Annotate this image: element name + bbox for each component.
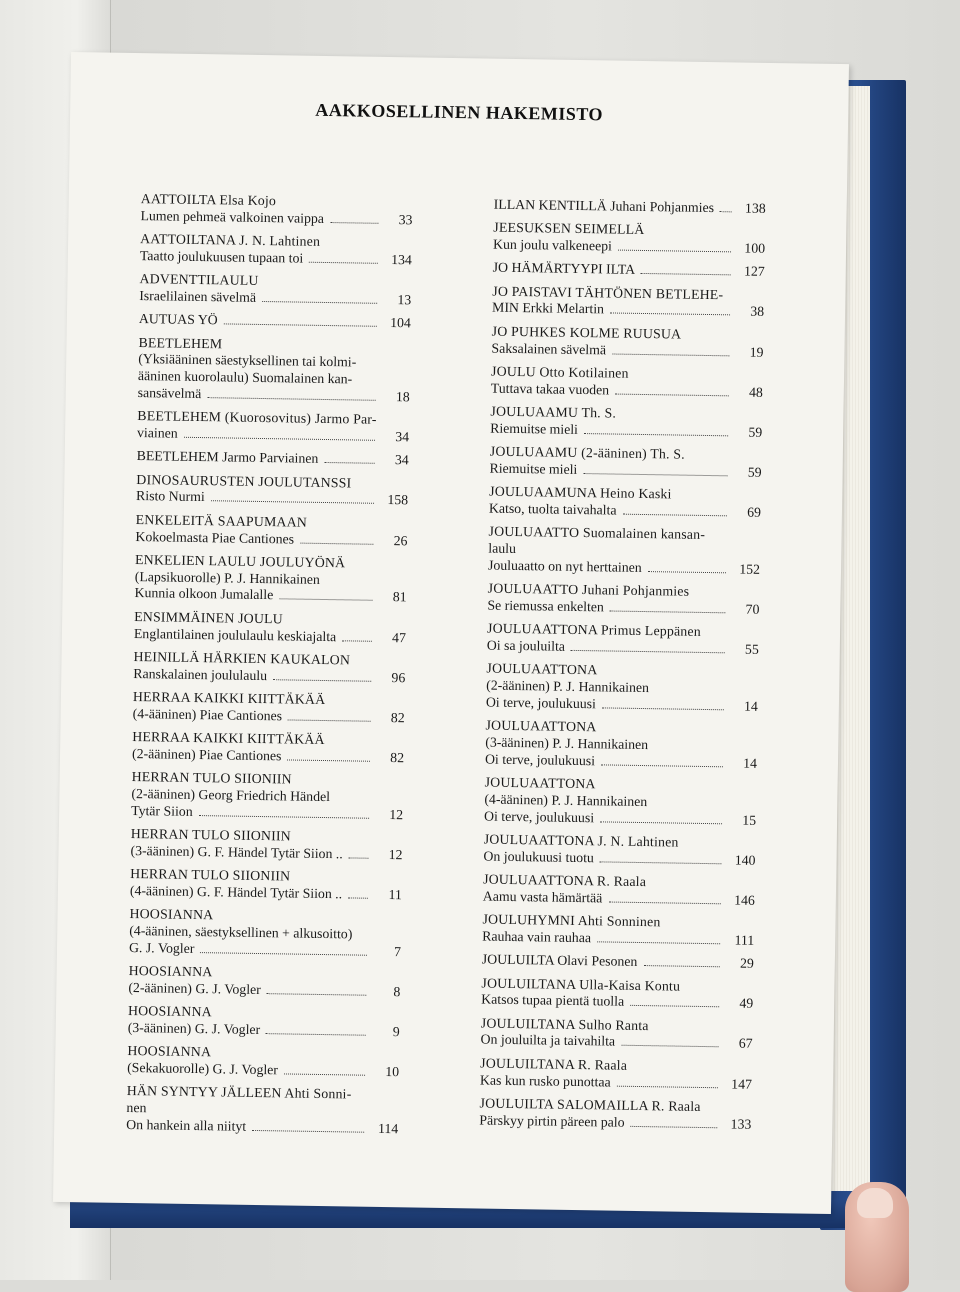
dot-leader bbox=[330, 222, 378, 224]
index-entry bbox=[491, 363, 763, 401]
entry-text: Oi terve, joulukuusi bbox=[484, 751, 596, 769]
index-entry bbox=[486, 661, 759, 716]
index-entry bbox=[137, 408, 409, 446]
dot-leader bbox=[720, 211, 732, 212]
dot-leader bbox=[601, 764, 723, 767]
entry-text: Saksalainen sävelmä bbox=[491, 340, 607, 357]
entry-line bbox=[134, 626, 406, 647]
dot-leader bbox=[615, 393, 729, 396]
index-entry bbox=[138, 335, 411, 406]
page-number: 59 bbox=[748, 424, 763, 440]
page-number: 18 bbox=[395, 389, 410, 405]
index-entry bbox=[487, 581, 759, 619]
entry-text: ILLAN KENTILLÄ Juhani Pohjanmies bbox=[493, 196, 715, 216]
index-entry bbox=[134, 609, 406, 647]
entry-line bbox=[491, 380, 763, 401]
index-entry bbox=[484, 775, 757, 830]
dot-leader bbox=[211, 501, 374, 505]
entry-line bbox=[128, 1020, 400, 1041]
page-number: 67 bbox=[738, 1036, 753, 1052]
entry-text: (4-ääninen) Piae Cantiones bbox=[132, 705, 283, 724]
dot-leader bbox=[324, 462, 374, 464]
page-number: 82 bbox=[390, 709, 405, 726]
page-number: 152 bbox=[739, 561, 761, 577]
dot-leader bbox=[648, 571, 726, 573]
dot-leader bbox=[610, 313, 730, 316]
dot-leader bbox=[610, 610, 726, 613]
entry-text: (2-ääninen) G. J. Vogler bbox=[128, 979, 261, 997]
dot-leader bbox=[612, 353, 729, 356]
entry-line bbox=[482, 952, 754, 973]
entry-text: Israelilainen sävelmä bbox=[139, 288, 257, 305]
index-entry bbox=[131, 769, 404, 824]
entry-heading: HERRAA KAIKKI KIITTÄKÄÄ bbox=[132, 729, 325, 748]
index-entry bbox=[126, 1083, 399, 1138]
dot-leader bbox=[622, 514, 726, 517]
entry-line bbox=[139, 288, 411, 309]
dot-leader bbox=[608, 901, 720, 904]
dot-leader bbox=[641, 273, 731, 275]
entry-text: (2-ääninen) Piae Cantiones bbox=[131, 745, 282, 764]
index-entry bbox=[140, 231, 412, 269]
entry-heading: JOULUAATTONA bbox=[484, 774, 596, 792]
page-number: 9 bbox=[392, 1024, 400, 1040]
page-number: 34 bbox=[394, 452, 409, 468]
entry-line bbox=[492, 300, 764, 321]
entry-heading: BEETLEHEM bbox=[138, 334, 223, 351]
index-entry bbox=[488, 524, 761, 579]
index-entry bbox=[129, 906, 402, 961]
index-entry bbox=[483, 832, 755, 870]
dot-leader bbox=[597, 941, 720, 944]
page-number: 140 bbox=[734, 852, 756, 868]
entry-heading: JOULUAATTO Suomalainen kansan- bbox=[488, 523, 706, 543]
index-entry bbox=[137, 448, 409, 469]
index-column-left bbox=[126, 191, 413, 1144]
entry-heading: DINOSAURUSTEN JOULUTANSSI bbox=[136, 471, 352, 491]
page-number: 34 bbox=[395, 429, 410, 445]
entry-heading: JOULUAATTONA bbox=[485, 717, 597, 735]
page-number: 13 bbox=[397, 292, 412, 308]
page-number: 19 bbox=[749, 344, 764, 360]
dot-leader bbox=[600, 821, 722, 824]
page-number: 15 bbox=[742, 812, 757, 828]
entry-line bbox=[485, 751, 757, 772]
entry-subline: laulu bbox=[488, 540, 517, 557]
entry-text: Risto Nurmi bbox=[135, 488, 205, 505]
entry-heading: JOULUILTANA R. Raala bbox=[480, 1055, 628, 1073]
entry-heading: HERRAN TULO SIIONIIN bbox=[130, 866, 291, 884]
dot-leader bbox=[630, 1126, 717, 1128]
page-number: 147 bbox=[731, 1076, 753, 1092]
entry-heading: HOOSIANNA bbox=[127, 1003, 212, 1020]
entry-line bbox=[487, 598, 759, 619]
dot-leader bbox=[630, 1005, 719, 1007]
page-number: 7 bbox=[393, 943, 402, 960]
thumbnail-nail bbox=[857, 1188, 893, 1218]
index-entry bbox=[482, 912, 754, 950]
entry-text: (4-ääninen) G. F. Händel Tytär Siion .. bbox=[129, 882, 343, 902]
entry-line bbox=[489, 460, 761, 481]
page-number: 14 bbox=[743, 755, 758, 771]
entry-text: BEETLEHEM Jarmo Parviainen bbox=[136, 448, 319, 467]
entry-line bbox=[140, 208, 412, 229]
entry-heading: JOULUILTANA Ulla-Kaisa Kontu bbox=[481, 975, 681, 994]
entry-line bbox=[133, 706, 405, 727]
dot-leader bbox=[300, 542, 373, 544]
entry-text: MIN Erkki Melartin bbox=[491, 300, 605, 317]
entry-line bbox=[134, 585, 406, 606]
dot-leader bbox=[200, 952, 367, 956]
entry-heading: JOULUAATTO Juhani Pohjanmies bbox=[487, 580, 690, 599]
dot-leader bbox=[279, 599, 372, 601]
entry-text: Katsos tupaa pientä tuolla bbox=[481, 991, 625, 1010]
index-entry bbox=[489, 444, 761, 482]
entry-heading: HÄN SYNTYY JÄLLEEN Ahti Sonni- bbox=[126, 1083, 352, 1102]
page-number: 33 bbox=[398, 211, 413, 228]
page-number: 127 bbox=[743, 263, 765, 280]
index-entry bbox=[493, 220, 765, 258]
page-number: 10 bbox=[385, 1064, 400, 1080]
dot-leader bbox=[266, 1033, 366, 1036]
entry-text: (3-ääninen) G. F. Händel Tytär Siion .. bbox=[130, 842, 343, 862]
dot-leader bbox=[273, 679, 371, 682]
page-number: 26 bbox=[393, 532, 408, 548]
index-entry bbox=[489, 484, 761, 522]
entry-line bbox=[136, 488, 408, 509]
entry-line bbox=[129, 940, 401, 961]
entry-line bbox=[479, 1112, 751, 1133]
entry-text: Ranskalainen joululaulu bbox=[133, 665, 268, 683]
page-number: 29 bbox=[739, 955, 754, 972]
entry-line bbox=[494, 197, 766, 218]
index-entry bbox=[482, 952, 754, 973]
index-entry bbox=[479, 1095, 751, 1133]
page-number: 14 bbox=[743, 698, 759, 714]
page-number: 100 bbox=[744, 240, 766, 256]
entry-subline: (Yksiääninen säestyksellinen tai kolmi- bbox=[138, 351, 357, 370]
page-number: 81 bbox=[392, 589, 407, 605]
entry-text: sansävelmä bbox=[137, 385, 202, 402]
page-number: 114 bbox=[377, 1120, 399, 1137]
page-number: 104 bbox=[390, 315, 411, 331]
entry-text: JOULUILTA Olavi Pesonen bbox=[481, 951, 638, 970]
page-number: 134 bbox=[391, 251, 412, 268]
entry-text: Tuttava takaa vuoden bbox=[490, 380, 610, 398]
index-entry bbox=[127, 1043, 399, 1081]
page-number: 48 bbox=[748, 384, 763, 400]
dot-leader bbox=[571, 650, 725, 653]
dot-leader bbox=[267, 993, 367, 996]
dot-leader bbox=[184, 437, 375, 441]
entry-text: JO HÄMÄRTYYPI ILTA bbox=[492, 260, 636, 278]
index-entry bbox=[487, 621, 759, 659]
index-entry bbox=[133, 689, 405, 727]
entry-line bbox=[137, 448, 409, 469]
entry-heading: HERRAN TULO SIIONIIN bbox=[131, 769, 292, 787]
entry-text: G. J. Vogler bbox=[128, 939, 195, 956]
entry-subline: (2-ääninen) P. J. Hannikainen bbox=[486, 677, 650, 696]
dot-leader bbox=[199, 815, 369, 819]
entry-line bbox=[140, 248, 412, 269]
entry-text: Kas kun rusko punottaa bbox=[479, 1072, 611, 1090]
entry-line bbox=[483, 888, 755, 909]
index-entry bbox=[132, 729, 404, 767]
dot-leader bbox=[617, 1085, 718, 1088]
entry-heading: JOULUAATTONA bbox=[486, 660, 598, 678]
entry-heading: HERRAN TULO SIIONIIN bbox=[130, 825, 292, 844]
page-number: 70 bbox=[745, 601, 760, 617]
entry-line bbox=[130, 843, 402, 864]
entry-heading: JOULU Otto Kotilainen bbox=[491, 363, 629, 381]
entry-text: On jouluilta ja taivahilta bbox=[480, 1031, 616, 1050]
entry-line bbox=[127, 1060, 399, 1081]
entry-heading: HOOSIANNA bbox=[129, 906, 214, 923]
entry-line bbox=[132, 746, 404, 767]
entry-line bbox=[488, 557, 760, 578]
index-entry bbox=[483, 872, 755, 910]
index-entry bbox=[493, 260, 765, 281]
index-entry bbox=[134, 552, 407, 607]
index-entry bbox=[494, 197, 766, 218]
entry-heading: HERRAA KAIKKI KIITTÄKÄÄ bbox=[132, 688, 326, 707]
page-number: 96 bbox=[391, 669, 406, 685]
index-entry bbox=[485, 718, 758, 773]
dot-leader bbox=[262, 301, 377, 304]
page-number: 133 bbox=[730, 1116, 752, 1132]
entry-heading: JOULUAATTONA J. N. Lahtinen bbox=[483, 831, 679, 850]
entry-text: Lumen pehmeä valkoinen vaippa bbox=[140, 207, 325, 226]
entry-heading: JOULUAAMU (2-ääninen) Th. S. bbox=[489, 443, 685, 462]
entry-heading: JOULUHYMNI Ahti Sonninen bbox=[482, 911, 661, 930]
page-number: 8 bbox=[393, 984, 401, 1000]
page-number: 59 bbox=[747, 464, 762, 480]
entry-text: Oi terve, joulukuusi bbox=[484, 808, 595, 825]
entry-line bbox=[480, 1032, 752, 1053]
dot-leader bbox=[621, 1045, 719, 1048]
entry-line bbox=[130, 883, 402, 904]
entry-line bbox=[482, 929, 754, 950]
entry-heading: AATTOILTA Elsa Kojo bbox=[140, 191, 277, 209]
page-number: 38 bbox=[750, 304, 765, 320]
entry-text: Riemuitse mieli bbox=[490, 420, 579, 437]
entry-text: Se riemussa enkelten bbox=[487, 597, 605, 615]
entry-text: On hankein alla niityt bbox=[126, 1116, 247, 1134]
entry-text: Kunnia olkoon Jumalalle bbox=[134, 585, 274, 603]
entry-line bbox=[126, 1117, 398, 1138]
index-entry bbox=[490, 404, 762, 442]
entry-line bbox=[481, 992, 753, 1013]
entry-heading: HEINILLÄ HÄRKIEN KAUKALON bbox=[133, 648, 351, 668]
entry-heading: JO PUHKES KOLME RUUSUA bbox=[491, 323, 682, 342]
entry-text: Riemuitse mieli bbox=[489, 460, 578, 477]
page-number: 111 bbox=[734, 932, 755, 948]
entry-text: Englantilainen joululaulu keskiajalta bbox=[133, 625, 337, 644]
entry-line bbox=[487, 638, 759, 659]
entry-subline: (Lapsikuorolle) P. J. Hannikainen bbox=[134, 568, 321, 587]
entry-line bbox=[493, 260, 765, 281]
index-entry bbox=[480, 1055, 752, 1093]
entry-subline: nen bbox=[126, 1100, 147, 1116]
entry-text: On joulukuusi tuotu bbox=[483, 848, 594, 866]
entry-heading: JOULUAATTONA Primus Leppänen bbox=[486, 620, 701, 640]
dot-leader bbox=[288, 719, 371, 721]
index-entry bbox=[480, 1015, 752, 1053]
page-number: 82 bbox=[390, 749, 405, 766]
index-entry bbox=[139, 311, 411, 332]
entry-line bbox=[486, 694, 758, 715]
entry-subline: (4-ääninen) P. J. Hannikainen bbox=[484, 791, 648, 810]
entry-line bbox=[484, 808, 756, 829]
dot-leader bbox=[252, 1130, 364, 1133]
index-entry bbox=[135, 512, 407, 550]
dot-leader bbox=[602, 707, 724, 710]
entry-text: Oi terve, joulukuusi bbox=[485, 694, 597, 712]
entry-heading: ENKELIEN LAULU JOULUYÖNÄ bbox=[134, 551, 346, 571]
page-number: 11 bbox=[388, 886, 403, 903]
entry-subline: ääninen kuorolaulu) Suomalainen kan- bbox=[137, 368, 353, 387]
page-number: 47 bbox=[392, 629, 407, 645]
entry-text: Kun joulu valkeneepi bbox=[492, 236, 612, 254]
entry-line bbox=[483, 848, 755, 869]
entry-heading: JOULUILTANA Sulho Ranta bbox=[480, 1015, 649, 1033]
entry-text: (3-ääninen) G. J. Vogler bbox=[127, 1019, 261, 1038]
dot-leader bbox=[643, 965, 719, 967]
entry-subline: (3-ääninen) P. J. Hannikainen bbox=[485, 734, 649, 753]
entry-text: Kokoelmasta Piae Cantiones bbox=[135, 528, 295, 547]
entry-line bbox=[135, 529, 407, 550]
page-number: 69 bbox=[747, 504, 762, 520]
dot-leader bbox=[207, 397, 375, 401]
entry-line bbox=[480, 1072, 752, 1093]
dot-leader bbox=[349, 857, 369, 858]
entry-line bbox=[493, 237, 765, 258]
index-entry bbox=[140, 191, 412, 229]
entry-line bbox=[139, 311, 411, 332]
page-number: 12 bbox=[388, 846, 403, 863]
dot-leader bbox=[342, 640, 372, 641]
entry-subline: (4-ääninen, säestyksellinen + alkusoitto) bbox=[129, 922, 353, 942]
entry-text: Tytär Siion bbox=[131, 802, 193, 819]
dot-leader bbox=[309, 262, 378, 264]
entry-text: Pärskyy pirtin päreen palo bbox=[479, 1112, 625, 1130]
entry-line bbox=[489, 501, 761, 522]
index-entry bbox=[139, 271, 411, 309]
entry-heading: BEETLEHEM (Kuorosovitus) Jarmo Par- bbox=[137, 408, 377, 428]
dot-leader bbox=[348, 897, 368, 898]
index-entry bbox=[492, 283, 764, 321]
page-number: 49 bbox=[739, 995, 754, 1012]
entry-subline: (2-ääninen) Georg Friedrich Händel bbox=[131, 785, 331, 805]
page-number: 138 bbox=[744, 200, 766, 216]
entry-heading: HOOSIANNA bbox=[127, 1043, 212, 1060]
index-column-right bbox=[479, 197, 766, 1140]
page-number: 146 bbox=[734, 892, 755, 908]
dot-leader bbox=[287, 759, 370, 761]
index-entry bbox=[130, 826, 402, 864]
entry-line bbox=[131, 803, 403, 824]
entry-text: Jouluaatto on nyt herttainen bbox=[487, 557, 642, 575]
page-number: 12 bbox=[389, 806, 404, 822]
entry-heading: JOULUAAMU Th. S. bbox=[490, 403, 617, 421]
entry-text: Taatto joulukuusen tupaan toi bbox=[139, 247, 304, 266]
entry-text: Oi sa jouluilta bbox=[486, 637, 566, 654]
dot-leader bbox=[600, 861, 722, 864]
entry-heading: ADVENTTILAULU bbox=[139, 271, 259, 289]
entry-heading: HOOSIANNA bbox=[128, 963, 213, 980]
entry-line bbox=[133, 666, 405, 687]
entry-text: viainen bbox=[136, 425, 178, 441]
entry-heading: ENKELEITÄ SAAPUMAAN bbox=[135, 511, 308, 530]
entry-text: Rauhaa vain rauhaa bbox=[482, 928, 592, 946]
entry-heading: JOULUILTA SALOMAILLA R. Raala bbox=[479, 1095, 701, 1114]
index-entry bbox=[128, 963, 400, 1001]
entry-text: Aamu vasta hämärtää bbox=[482, 888, 603, 906]
index-page bbox=[53, 52, 849, 1214]
index-entry bbox=[133, 649, 405, 687]
entry-text: (Sekakuorolle) G. J. Vogler bbox=[127, 1060, 279, 1078]
dot-leader bbox=[584, 433, 728, 436]
entry-heading: JOULUAAMUNA Heino Kaski bbox=[489, 483, 672, 502]
index-entry bbox=[130, 866, 402, 904]
entry-line bbox=[490, 420, 762, 441]
entry-line bbox=[491, 340, 763, 361]
page-number: 55 bbox=[744, 641, 759, 657]
page-number: 158 bbox=[387, 492, 409, 508]
entry-heading: JEESUKSEN SEIMELLÄ bbox=[493, 219, 645, 238]
entry-heading: JO PAISTAVI TÄHTÖNEN BETLEHE- bbox=[492, 283, 724, 302]
index-entry bbox=[128, 1003, 400, 1041]
dot-leader bbox=[618, 250, 731, 253]
entry-line bbox=[128, 980, 400, 1001]
index-entry bbox=[481, 975, 753, 1013]
dot-leader bbox=[284, 1073, 365, 1075]
dot-leader bbox=[583, 473, 727, 476]
entry-heading: JOULUAATTONA R. Raala bbox=[483, 871, 647, 890]
entry-heading: ENSIMMÄINEN JOULU bbox=[134, 608, 283, 627]
index-entry bbox=[136, 472, 408, 510]
index-entry bbox=[491, 323, 763, 361]
entry-text: Katso, tuolta taivahalta bbox=[488, 500, 617, 518]
page-title: AAKKOSELLINEN HAKEMISTO bbox=[315, 99, 604, 125]
entry-text: AUTUAS YÖ bbox=[138, 311, 218, 328]
dot-leader bbox=[224, 324, 377, 327]
entry-heading: AATTOILTANA J. N. Lahtinen bbox=[140, 231, 321, 249]
entry-line bbox=[138, 385, 410, 406]
